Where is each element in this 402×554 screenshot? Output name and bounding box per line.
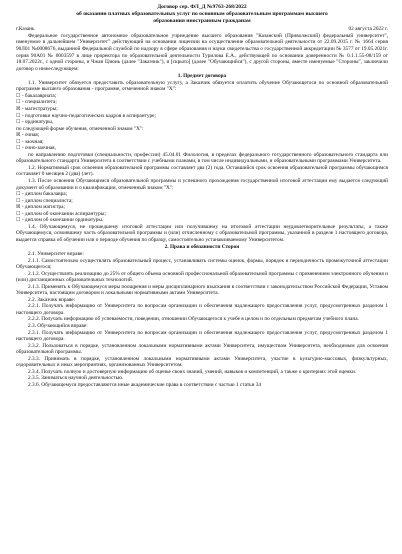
document-item: ☐ - диплом об окончании ординатуры. [16, 217, 104, 224]
clause-1-4: 1.4. Обучающемуся, не прошедшему итоговой аттестации или получившему на итоговой аттестации неудовлетворительные результаты, а также Обучающемуся, освоившему часть образовательной программы и (или) отчисленному с образовательной программы, указанной в разделе 1 настоящего договора, выдается справка об обучении или о периоде обучения по образцу, самостоятельно устанавливаемому Университетом. [16, 223, 388, 243]
clause-1-2: 1.2. Нормативный срок освоения образовательной программы составляет два (2) года. Оставшийся срок освоения образовательной программы обучающимся составляет 0 месяцев 2 (два) (лет). [16, 164, 388, 178]
document-item: ☐ - диплом бакалавра; [16, 191, 68, 198]
form-item: ☐ - заочная; [16, 138, 44, 145]
clause-2-2-2: 2.2.2. Получать информацию об успеваемости, поведении, отношении Обучающегося к учебе в целом и по отдельным предметам учебного плана. [28, 316, 359, 323]
form-item: ☐ - очно-заочная, [16, 145, 56, 152]
clause-2-2: 2.2. Заказчик вправе: [28, 296, 76, 303]
checkbox-icon: ☐ [16, 92, 21, 99]
document-item: ☒ - диплом магистра; [16, 204, 66, 211]
checkbox-icon: ☐ [16, 217, 21, 224]
clause-2-2-1: 2.2.1. Получать информацию от Университета по вопросам организации и обеспечения надлежащего предоставления услуг, предусмотренных разделом 1 настоящего договора. [16, 303, 388, 316]
program-item: ☐ - ординатуры, [16, 119, 54, 126]
program-item: ☐ - специалитета; [16, 99, 57, 106]
section-1-title: 1. Предмет договора [177, 73, 227, 80]
program-item: ☐ - подготовки научно-педагогических кадров в аспирантуре; [16, 112, 156, 119]
city: г.Казань [16, 26, 35, 33]
contract-subtitle-2: образования иностранным гражданам [153, 17, 251, 24]
clause-1-3: 1.3. После освоения Обучающимся образовательной программы и успешного прохождения государственной итоговой аттестации ему выдается следующий документ об образовании и о квалификации, отмеченный знаком "X": [16, 177, 388, 191]
contract-date: 02 августа 2022 г. [348, 26, 388, 33]
program-list [16, 93, 388, 126]
program-item: ☒ - магистратуры; [16, 105, 58, 112]
clause-1-1: 1.1. Университет обязуется предоставить образовательную услугу, а Заказчик обязуется оплатить обучение Обучающегося по основной образовательной программе высшего образования - программе, отмеченной знаком "X": [16, 79, 388, 93]
checkbox-icon: ☐ [16, 119, 21, 126]
preamble: Федеральное государственное автономное образовательное учреждение высшего образования "Казанский (Приволжский) федеральный университет", именуемое в дальнейшем "Университет" действующий на основании лицензии на осуществление образовательной деятельности от 22.09.2015 г. № 1664 серия 90Л01 №0008676, выданной Федеральной службой по надзору в сфере образования и науки свидетельства о государственной аккредитации № 3577 от 19.05.2021г. серия 90А01 № 0003597 в лице проректора по образовательной деятельности Турилова Е.А., действующей по основании доверенности № 0.1.1.55-08/159 от 18.07.2022г., с одной стороны, и Чжан Цзюнь (далее "Заказчик"), и [скрыто] (далее "Обучающийся"), с другой стороны, вместе именуемые "Стороны", заключили договор о нижеследующем: [16, 32, 388, 72]
checkbox-icon: ☐ [16, 191, 21, 198]
checkbox-icon: ☐ [16, 145, 21, 152]
section-2-title: 2. Права и обязанности Сторон [164, 244, 240, 251]
contract-title: Договор сер. ФЛ_Д №9763-268/2022 [157, 4, 247, 10]
checkbox-icon: ☐ [16, 210, 21, 217]
clause-2-1-2: 2.1.2. Осуществлять реализацию до 25% от общего объема основной профессиональной образовательной программы с применением электронного обучения и (или) дистанционных образовательных технологий. [16, 270, 388, 284]
clause-2-3-5: 2.3.5. Заниматься научной деятельностью. [28, 375, 124, 382]
clause-2-3-1: 2.3.1. Получать информацию от Университета по вопросам организации и обеспечения надлежащего предоставления услуг, предусмотренных разделом 1 настоящего договора. [16, 329, 388, 343]
checkbox-checked-icon: ☒ [16, 132, 21, 139]
document-item: ☐ - диплом специалиста; [16, 197, 73, 204]
program-item: ☐ - бакалавриата; [16, 92, 57, 99]
form-intro: по следующей форме обучения, отмеченной знаком "X": [16, 125, 144, 132]
clause-2-1-1: 2.1.1. Самостоятельно осуществлять образовательный процесс, устанавливать системы оценок, формы, порядок и периодичность промежуточной аттестации Обучающегося; [16, 257, 388, 271]
clause-2-1: 2.1. Университет вправе: [28, 250, 84, 257]
form-item: ☒ - очная; [16, 132, 40, 139]
checkbox-icon: ☐ [16, 197, 21, 204]
clause-2-3-4: 2.3.4. Получать полную и достоверную информацию об оценке своих знаний, умений, навыков и компетенций, а также о критериях этой оценки. [28, 368, 357, 375]
checkbox-checked-icon: ☒ [16, 105, 21, 112]
document-list [16, 191, 388, 224]
clause-2-3-2: 2.3.2. Пользоваться в порядке, установленном локальными нормативными актами Университета, имуществом Университета, необходимым для освоения образовательной программы. [16, 342, 388, 356]
clause-2-1-3: 2.1.3. Применять к Обучающемуся меры поощрения и меры дисциплинарного взыскания в соответствии с законодательством Российской Федерации, Уставом Университета, настоящим договором и локальными нормативными актами Университета. [16, 283, 388, 297]
checkbox-icon: ☐ [16, 112, 21, 119]
direction-clause: по направлению подготовки (специальности, профессии) 45.04.01 Филология, в пределах федерального государственного образовательного стандарта или образовательного стандарта Университета в соответствии с учебными планами, в том числе индивидуальными, и образовательными программами Университета. [16, 151, 388, 165]
clause-2-3-3: 2.3.3. Принимать в порядке, установленном локальными нормативными актами Университета, участие в культурно-массовых, физкультурных, оздоровительных и иных мероприятиях, организованных Университетом. [16, 355, 388, 369]
clause-2-3-6: 2.3.6. Обучающемуся предоставляются иные академические права в соответствии с частью 1 статьи 34 [28, 381, 262, 388]
checkbox-checked-icon: ☒ [16, 204, 21, 211]
checkbox-icon: ☐ [16, 138, 21, 145]
document-item: ☐ - диплом об окончании аспирантуры; [16, 210, 106, 217]
clause-2-3: 2.3. Обучающийся вправе: [28, 323, 88, 329]
checkbox-icon: ☐ [16, 99, 21, 106]
form-list [16, 132, 388, 152]
contract-subtitle: об оказании платных образовательных услуг по основным образовательным программам высшего [76, 10, 328, 17]
